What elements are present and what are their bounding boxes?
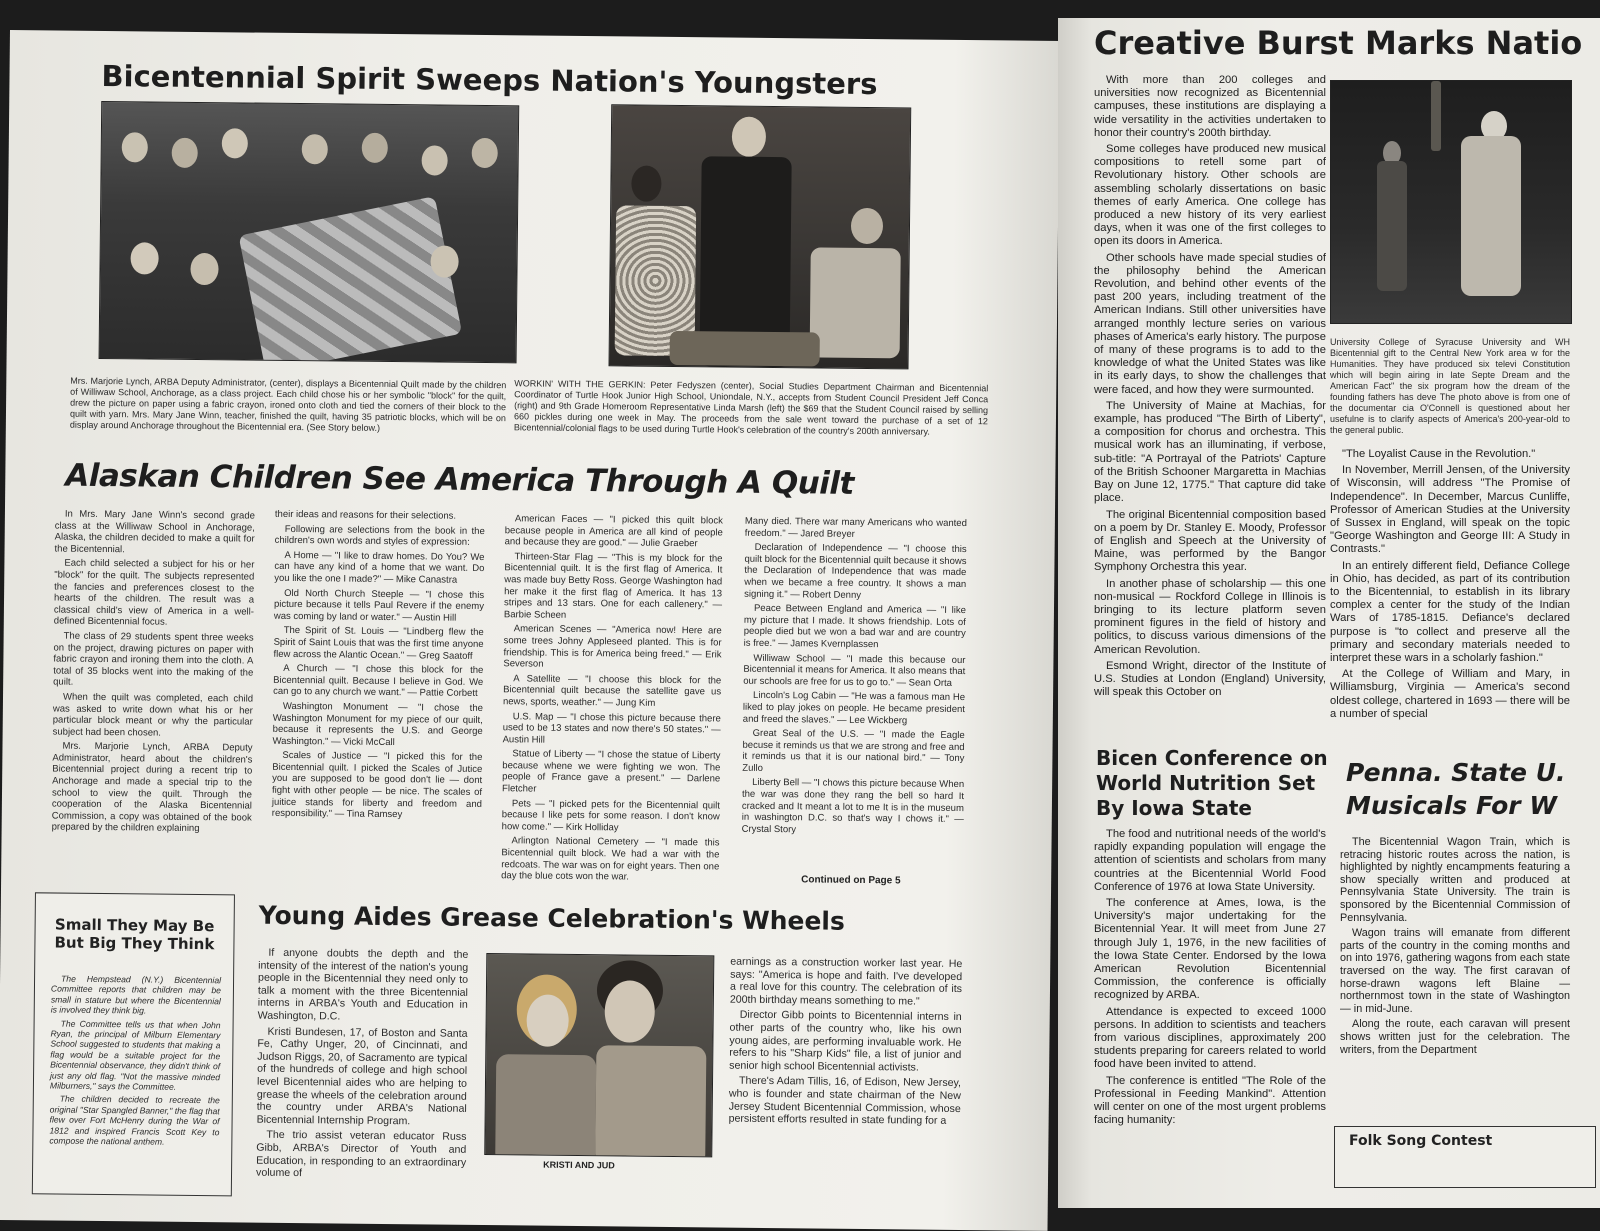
right-column-2: "The Loyalist Cause in the Revolution." In November, Merrill Jensen, of the University of Wisconsin, will address "The Promise of Independence". In December, Marcus Cunliffe, Professor of American Studies at the University of Sussex in England, will speak on the topic "George Washington and George III: A Study in Contrasts." In an entirely different field, Defiance College in Ohio, has decided, as part of its contribution to the Bicentennial, to establish in its library complex a center for the study of the Indian Wars of 1785-1815. Defiance's declared purpose is "to collect and preserve all the primary and secondary materials needed to interpret these wars in a scholarly fashion." At the College of William and Mary, in Williamsburg, Virginia — America's second oldest college, chartered in 1693 — there will be a number of special	[1330, 448, 1570, 720]
penna-story: The Bicentennial Wagon Train, which is retracing historic routes across the nation, is highlighted by nightly encampments featuring a show specially written and produced at Pennsylvania State University. The train is sponsored by the Bicentennial Commission of Pennsylvania. Wagon trains will emanate from different parts of the country in the coming months and on into 1976, gathering wagons from each state traversed on the way. The first caravan of horse-drawn wagons left Blaine — northernmost town in the state of Washington — in mid-June. Along the route, each caravan will present shows written just for the celebration. The writers, from the Department	[1340, 836, 1570, 1056]
right-column-1: With more than 200 colleges and universities now recognized as Bicentennial campuses, these institutions are displaying a wide versatility in the activities undertaken to honor their country's 200th birthday. Some colleges have produced new musical compositions to retell some part of Revolutionary history. Other schools are assembling scholarly dissertations on basic themes of early America. One college has produced a new history of its very earliest days, when it was one of the first colleges to open its doors in America. Other schools have made special studies of the philosophy behind the American Revolution, and behind other events of the past 200 years, including treatment of the American Indians. Still other universities have arranged monthly lecture series on various phases of America's early history. The purpose of many of these programs is to add to the knowledge of what the United States was like in its early days, to show the challenges that were faced, and how they were surmounted. The University of Maine at Machias, for example, has produced "The Birth of Liberty", a composition for chorus and orchestra. This musical work has an illuminating, if verbose, sub-title: "A Portrayal of the Patriots' Capture of the British Schooner Margaretta in Machias Bay on June 12, 1775." That capture did take place. The original Bicentennial composition based on a poem by Dr. Stanley E. Moody, Professor of English and Speech at the University of Maine, was performed by the Bangor Symphony Orchestra this year. In another phase of scholarship — this one non-musical — Rockford College in Illinois is bringing to its lecture platform seven prominent figures in the field of history and politics, to discuss various dimensions of the American Revolution. Esmond Wright, director of the Institute of U.S. Studies at London (England) University, will speak this October on	[1094, 74, 1326, 699]
folk-song-box	[1334, 1126, 1596, 1188]
quilt-story-column-1: In Mrs. Mary Jane Winn's second grade class at the Williwaw School in Anchorage, Alaska, the children decided to make a quilt for the Bicentennial. Each child selected a subject for his or her "block" for the quilt. The subjects represented the fancies and preferences closest to the hearts of the children. The result was a classical child's view of America in a well-defined Bicentennial focus. The class of 29 students spent three weeks on the project, drawing pictures on paper with fabric crayon and ironing them into the cloth. A total of 35 blocks went into the making of the quilt. When the quilt was completed, each child was asked to write down what his or her particular block meant or why the particular subject had been chosen. Mrs. Marjorie Lynch, ARBA Deputy Administrator, heard about the children's Bicentennial project during a recent trip to Anchorage and made a special trip to the school to view the quilt. Through the cooperation of the Alaska Bicentennial Commission, a copy was obtained of the book prepared by the children explaining	[51, 508, 255, 835]
sidebar-title: Small They May Be But Big They Think	[54, 915, 215, 954]
left-newspaper-page	[0, 30, 1060, 1231]
pickle-sale-photo	[609, 104, 912, 369]
aides-column-1: If anyone doubts the depth and the intensity of the interest of the nation's young people in the Bicentennial they need only to talk a moment with the three Bicentennial interns in ARBA's Youth and Education in Washington, D.C. Kristi Bundesen, 17, of Boston and Santa Fe, Cathy Unger, 20, of Cincinnati, and Judson Riggs, 20, of Sacramento are typical of the hundreds of college and high school level Bicentennial aides who are helping to grease the wheels of the celebration around the country under ARBA's National Bicentennial Internship Program. The trio assist veteran educator Russ Gibb, ARBA's Director of Youth and Education, in responding to an extraordinary volume of	[255, 946, 469, 1180]
theater-photo	[1330, 80, 1572, 324]
small-they-sidebar	[32, 892, 235, 1196]
theater-photo-caption: University College of Syracuse University and WH Bicentennial gift to the Central New York area w for the Humanities. They have produced six televi Constitution which will begin airing in late Septe Dream and the American Fact" the six program how the dream of the founding fathers has deve The photo above is from one of the documentar cia O'Connell is questioned about her usefulne is to clarify aspects of America's 200-year-old to the general public.	[1330, 337, 1570, 435]
aides-column-2: earnings as a construction worker last year. He says: "America is hope and faith. I've developed a real love for this country. The celebration of its 200th birthday means something to me." Director Gibb points to Bicentennial interns in other parts of the country who, like his own young aides, are performing invaluable work. He refers to his "Sharp Kids" file, a list of junior and senior high school Bicentennial activists. There's Adam Tillis, 16, of Edison, New Jersey, who is founder and state chairman of the New Jersey Student Bicentennial Commission, whose persistent efforts resulted in state funding for a	[728, 955, 963, 1127]
quilt-photo-caption: Mrs. Marjorie Lynch, ARBA Deputy Administrator, (center), displays a Bicentennial Quilt made by the children of Williwaw School, Anchorage, as a class project. Each child chose his or her symbolic "block" for the quilt, drew the picture on paper using a fabric crayon, ironed onto cloth and tied the corners of their block to the quilt with yarn. Mrs. Mary Jane Winn, teacher, finished the quilt, having 35 patriotic blocks, which will be on display around Anchorage throughout the Bicentennial era. (See Story below.)	[69, 375, 507, 433]
kristi-and-jud-photo	[484, 953, 714, 1157]
quilt-class-photo	[99, 101, 520, 363]
quilt-story-column-4: Many died. There war many Americans who wanted freedom." — Jared Breyer Declaration of Independence — "I choose this quilt block for the Bicentennial quilt because it shows the Declaration of Independence that was made when we became a free country. It shows a man signing it." — Robert Denny Peace Between England and America — "I like my picture that I made. It shows friendship. Lots of people died but we won a bad war and are country is free." — James Kvernplassen Williwaw School — "I made this because our Bicentennial it means for America. It also means that our schools are free for us to go to." — Sean Orta Lincoln's Log Cabin — "He was a famous man He liked to play jokes on people. He became president and freed the slaves." — Lee Wickberg Great Seal of the U.S. — "I made the Eagle becuse it reminds us that we are strong and free and it reminds us that it is our national bird." — Tony Zullo Liberty Bell — "I chows this picture because When the war was done they rang the bell so hard It cracked and It meant a lot to me It is in the museum in washington D.C. so that's way I chows it." — Crystal Story	[741, 515, 967, 836]
aides-headline: Young Aides Grease Celebration's Wheels	[258, 900, 846, 936]
aides-photo-caption: KRISTI AND JUD	[543, 1159, 615, 1171]
quilt-story-column-2: their ideas and reasons for their selections. Following are selections from the book in the children's own words and styles of expression: A Home — "I like to draw homes. Do You? We can have any kind of a home that we want. Do you like the one I made?" — Mike Canastra Old North Church Steeple — "I chose this picture because it tells Paul Revere if the enemy was coming by land or water." — Austin Hill The Spirit of St. Louis — "Lindberg flew the Spirit of Saint Louis that was the first time anyone flew across the Alantic Ocean." — Greg Saatoff A Church — "I chose this block for the Bicentennial quilt. Because I believe in God. We can go to any church we want." — Pattie Corbett Washington Monument — "I chose the Washington Monument for my piece of our quilt, because it represents the U.S. and George Washington." — Vicki McCall Scales of Justice — "I picked this for the Bicentennial quilt. I picked the Scales of Jutice you are supposed to be good don't lie — dont fight with other people — be nice. The scales of juitice stands for liberty and freedom and responsibility." — Tina Ramsey	[271, 508, 485, 821]
quilt-story-column-3: American Faces — "I picked this quilt block because people in America are all kind of people and because they are good." — Julie Graeber Thirteen-Star Flag — "This is my block for the Bicentennial quilt. It is the first flag of America. It was made buy Betty Ross. George Washington had her make it the first flag of America. It has 13 stripes and 13 stars. One for each callenery." — Barbie Scheen American Scenes — "America now! Here are some trees Johny Appleseed planted. This is for friendship. This is for America being freed." — Erik Severson A Satellite — "I choose this block for the Bicentennial quilt because the satellite gave us news, sports, weather." — Jung Kim U.S. Map — "I chose this picture because there used to be 13 states and now there's 50 states." — Austin Hill Statue of Liberty — "I chose the statue of Liberty because whene we were fighting we won. The people of France gave a present." — Darlene Fletcher Pets — "I picked pets for the Bicentennial quilt because I like pets for some reason. I don't know how come." — Kirk Holliday Arlington National Cemetery — "I made this Bicentennial quilt block. We had a war with the redcoats. The war was on for eight years. Then one day the blue cots won the war.	[501, 513, 723, 883]
penna-headline: Penna. State U. Musicals For W	[1346, 758, 1566, 820]
pickle-photo-caption: WORKIN' WITH THE GERKIN: Peter Fedyszen (center), Social Studies Department Chairman and Bicentennial Coordinator of Turtle Hook Junior High School, Uniondale, N.Y., accepts from Student Council President Jeff Conca (right) and 9th Grade Homeroom Representative Linda Marsh (left) the $69 that the Student Council raised by selling 660 pickles during one week in May. The proceeds from the sale went toward the purchase of a set of 12 Bicentennial/colonial flags to be used during Turtle Hook's celebration of the country's 200th anniversary.	[513, 378, 989, 437]
nutrition-story: The food and nutritional needs of the world's rapidly expanding population will engage the attention of scientists and scholars from many countries at the Bicentennial World Food Conference of 1976 at Iowa State University. The conference at Ames, Iowa, is the University's major undertaking for the Bicentennial Year. It will meet from June 27 through July 1, 1976, in the new facilities of the Iowa State Center. Endorsed by the Iowa American Revolution Bicentennial Commission, the conference is officially recognized by ARBA. Attendance is expected to exceed 1000 persons. In addition to scientists and teachers from various disciplines, approximately 200 students preparing for careers related to world food have been invited to attend. The conference is entitled "The Role of the Professional in Feeding Mankind". Attention will center on one of the most urgent problems facing humanity:	[1094, 828, 1326, 1127]
continued-note: Continued on Page 5	[801, 874, 901, 887]
top-headline: Bicentennial Spirit Sweeps Nation's Youngsters	[101, 58, 878, 102]
right-newspaper-page	[1058, 18, 1600, 1208]
quilt-story-headline: Alaskan Children See America Through A Quilt	[65, 457, 854, 502]
nutrition-headline: Bicen Conference on World Nutrition Set By Iowa State	[1096, 746, 1328, 820]
folk-song-title: Folk Song Contest	[1349, 1133, 1493, 1149]
right-headline: Creative Burst Marks Natio	[1094, 24, 1583, 62]
sidebar-body: The Hempstead (N.Y.) Bicentennial Committee reports that children may be small in stature but where the Bicentennial is involved they think big. The Committee tells us that when John Ryan, the principal of Milburn Elementary School suggested to students that making a flag would be a suitable project for the Bicentennial observance, they didn't think of just any old flag. "Not the massive minded Milburners," says the Committee. The children decided to recreate the original "Star Spangled Banner," the flag that flew over Fort McHenry during the War of 1812 and inspired Francis Scott Key to compose the national anthem.	[49, 973, 222, 1147]
